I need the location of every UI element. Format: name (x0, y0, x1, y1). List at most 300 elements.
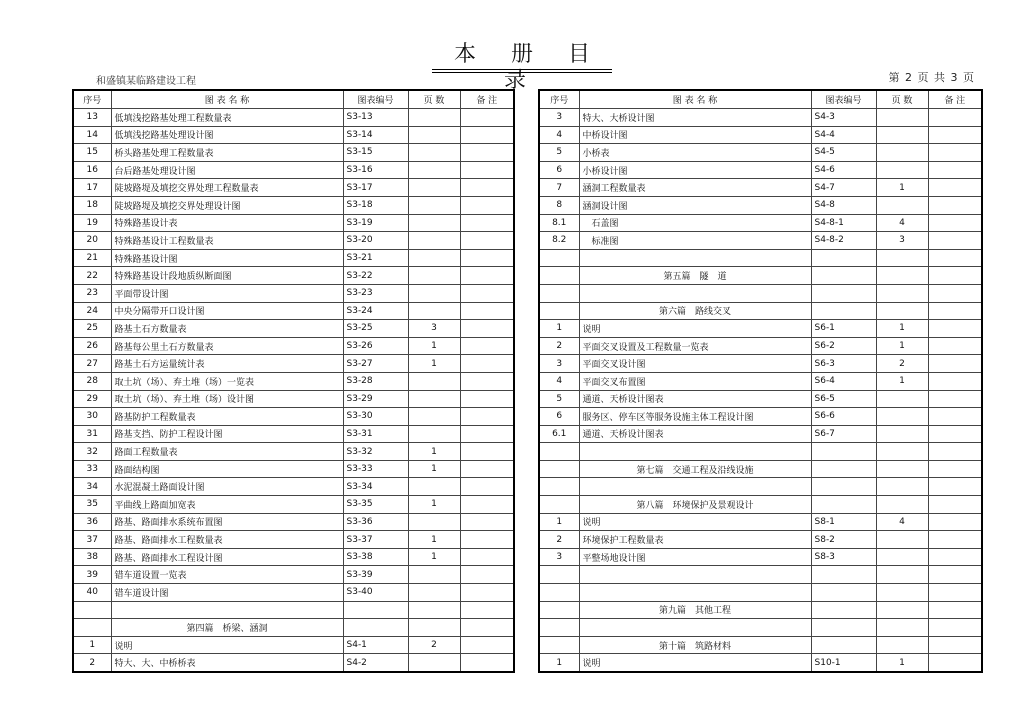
cell-code: S3-29 (343, 390, 408, 408)
cell-no: 13 (73, 109, 111, 127)
cell-note (928, 302, 982, 320)
cell-no: 2 (73, 654, 111, 672)
cell-no: 25 (73, 320, 111, 338)
cell-no: 8 (539, 196, 579, 214)
table-row (73, 584, 514, 602)
cell-no (539, 249, 579, 267)
table-row (73, 548, 514, 566)
cell-no: 5 (539, 144, 579, 162)
section-row (539, 302, 982, 320)
cell-name (579, 249, 811, 267)
cell-note (928, 161, 982, 179)
cell-note (460, 478, 514, 496)
cell-no: 17 (73, 179, 111, 197)
cell-note (928, 584, 982, 602)
cell-no: 1 (539, 513, 579, 531)
table-row (539, 408, 982, 426)
cell-name: 平曲线上路面加宽表 (111, 496, 343, 514)
cell-pages (408, 390, 460, 408)
section-title: 第七篇 交通工程及沿线设施 (579, 460, 811, 478)
cell-note (928, 337, 982, 355)
cell-note (460, 196, 514, 214)
table-row (539, 478, 982, 496)
cell-no (539, 566, 579, 584)
cell-code: S3-17 (343, 179, 408, 197)
cell-code: S4-2 (343, 654, 408, 672)
table-row (73, 267, 514, 285)
cell-pages (876, 408, 928, 426)
cell-name: 通道、天桥设计图表 (579, 425, 811, 443)
table-row (73, 460, 514, 478)
table-row (539, 337, 982, 355)
table-row (539, 249, 982, 267)
cell-code (811, 619, 876, 637)
cell-code (811, 601, 876, 619)
cell-code (811, 460, 876, 478)
cell-no: 19 (73, 214, 111, 232)
cell-note (460, 460, 514, 478)
page-number: 第 2 页 共 3 页 (888, 71, 974, 84)
table-row (73, 302, 514, 320)
cell-pages: 1 (876, 320, 928, 338)
cell-note (460, 443, 514, 461)
cell-name: 涵洞工程数量表 (579, 179, 811, 197)
cell-name: 路基土石方运量统计表 (111, 355, 343, 373)
cell-pages (876, 601, 928, 619)
project-name: 和盛镇某临路建设工程 (96, 76, 196, 87)
table-row (73, 478, 514, 496)
cell-no: 16 (73, 161, 111, 179)
cell-code: S3-16 (343, 161, 408, 179)
table-row (73, 249, 514, 267)
table-row (539, 109, 982, 127)
cell-pages (876, 109, 928, 127)
table-row (73, 126, 514, 144)
table-row (73, 372, 514, 390)
cell-pages (408, 302, 460, 320)
cell-note (928, 496, 982, 514)
cell-pages: 2 (876, 355, 928, 373)
table-row (73, 496, 514, 514)
table-row (73, 566, 514, 584)
cell-code: S3-36 (343, 513, 408, 531)
cell-pages (408, 654, 460, 672)
cell-no: 4 (539, 372, 579, 390)
cell-pages (408, 126, 460, 144)
cell-note (928, 214, 982, 232)
cell-pages: 4 (876, 513, 928, 531)
section-row (539, 636, 982, 654)
cell-no: 28 (73, 372, 111, 390)
cell-code: S4-8-2 (811, 232, 876, 250)
cell-no: 6.1 (539, 425, 579, 443)
cell-note (928, 548, 982, 566)
cell-note (928, 408, 982, 426)
cell-name: 小桥表 (579, 144, 811, 162)
cell-code: S3-20 (343, 232, 408, 250)
header-code: 图表编号 (343, 90, 408, 109)
cell-pages (876, 619, 928, 637)
cell-no: 26 (73, 337, 111, 355)
cell-name (579, 443, 811, 461)
cell-code (811, 443, 876, 461)
cell-name: 陡坡路堤及填挖交界处理设计图 (111, 196, 343, 214)
table-row (73, 355, 514, 373)
cell-pages (408, 109, 460, 127)
cell-code: S4-4 (811, 126, 876, 144)
cell-name: 路基、路面排水工程设计图 (111, 548, 343, 566)
table-row (73, 144, 514, 162)
cell-pages: 3 (876, 232, 928, 250)
section-row (539, 496, 982, 514)
cell-no (539, 443, 579, 461)
cell-code: S3-24 (343, 302, 408, 320)
cell-note (928, 460, 982, 478)
cell-code: S4-3 (811, 109, 876, 127)
table-row (73, 320, 514, 338)
cell-pages: 1 (408, 443, 460, 461)
table-row (539, 566, 982, 584)
cell-no: 38 (73, 548, 111, 566)
cell-pages (876, 478, 928, 496)
cell-note (460, 408, 514, 426)
cell-pages (408, 232, 460, 250)
cell-name: 路基每公里土石方数量表 (111, 337, 343, 355)
cell-code: S3-18 (343, 196, 408, 214)
cell-no: 15 (73, 144, 111, 162)
cell-code: S3-13 (343, 109, 408, 127)
cell-note (928, 619, 982, 637)
table-row (539, 144, 982, 162)
cell-note (928, 654, 982, 672)
cell-no: 7 (539, 179, 579, 197)
cell-pages (876, 566, 928, 584)
cell-name (579, 284, 811, 302)
table-header-row (73, 90, 514, 109)
cell-note (928, 513, 982, 531)
cell-note (460, 601, 514, 619)
table-row (73, 179, 514, 197)
cell-code: S6-4 (811, 372, 876, 390)
cell-no: 30 (73, 408, 111, 426)
section-row (539, 460, 982, 478)
cell-code (811, 249, 876, 267)
cell-name: 中央分隔带开口设计图 (111, 302, 343, 320)
cell-note (928, 232, 982, 250)
table-row (539, 284, 982, 302)
table-row (73, 284, 514, 302)
cell-note (928, 425, 982, 443)
cell-note (460, 126, 514, 144)
cell-note (460, 496, 514, 514)
cell-code (811, 267, 876, 285)
cell-code: S4-7 (811, 179, 876, 197)
table-row (73, 654, 514, 672)
cell-no: 14 (73, 126, 111, 144)
cell-code: S3-21 (343, 249, 408, 267)
cell-no (539, 478, 579, 496)
cell-note (460, 548, 514, 566)
cell-name: 中桥设计图 (579, 126, 811, 144)
cell-no (539, 302, 579, 320)
cell-name: 错车道设计图 (111, 584, 343, 602)
cell-note (928, 196, 982, 214)
cell-code: S3-27 (343, 355, 408, 373)
cell-note (928, 355, 982, 373)
cell-code (811, 636, 876, 654)
cell-code: S3-32 (343, 443, 408, 461)
cell-pages (408, 619, 460, 637)
cell-note (928, 144, 982, 162)
cell-no: 40 (73, 584, 111, 602)
table-row (73, 531, 514, 549)
cell-no: 1 (539, 654, 579, 672)
header-code: 图表编号 (811, 90, 876, 109)
cell-no: 8.2 (539, 232, 579, 250)
cell-note (460, 267, 514, 285)
cell-pages (876, 548, 928, 566)
cell-code: S3-40 (343, 584, 408, 602)
cell-note (928, 566, 982, 584)
cell-no: 5 (539, 390, 579, 408)
cell-no: 37 (73, 531, 111, 549)
cell-pages: 1 (408, 531, 460, 549)
cell-note (928, 443, 982, 461)
cell-note (460, 214, 514, 232)
cell-name: 特大、大、中桥桥表 (111, 654, 343, 672)
cell-no: 3 (539, 109, 579, 127)
cell-name: 平面交叉设置及工程数量一览表 (579, 337, 811, 355)
cell-name: 石盖图 (579, 214, 811, 232)
cell-name: 特殊路基设计段地质纵断面图 (111, 267, 343, 285)
cell-no (539, 636, 579, 654)
cell-no: 32 (73, 443, 111, 461)
cell-no (73, 601, 111, 619)
cell-pages (876, 144, 928, 162)
cell-code (343, 601, 408, 619)
header-no: 序号 (73, 90, 111, 109)
table-row (539, 654, 982, 672)
cell-note (460, 513, 514, 531)
cell-pages (876, 267, 928, 285)
cell-pages: 1 (408, 355, 460, 373)
cell-note (928, 179, 982, 197)
cell-code: S3-37 (343, 531, 408, 549)
cell-code: S8-2 (811, 531, 876, 549)
cell-name: 小桥设计图 (579, 161, 811, 179)
table-row (539, 179, 982, 197)
cell-code: S3-28 (343, 372, 408, 390)
section-row (539, 267, 982, 285)
cell-name: 平面交叉布置图 (579, 372, 811, 390)
header-name: 图 表 名 称 (579, 90, 811, 109)
cell-no: 1 (539, 320, 579, 338)
cell-code: S3-14 (343, 126, 408, 144)
cell-name: 服务区、停车区等服务设施主体工程设计图 (579, 408, 811, 426)
cell-name (579, 478, 811, 496)
cell-pages: 1 (408, 337, 460, 355)
cell-note (460, 355, 514, 373)
cell-no: 29 (73, 390, 111, 408)
cell-pages: 1 (408, 460, 460, 478)
cell-note (460, 531, 514, 549)
cell-note (928, 284, 982, 302)
cell-note (460, 144, 514, 162)
cell-note (460, 425, 514, 443)
cell-no: 6 (539, 161, 579, 179)
cell-no: 39 (73, 566, 111, 584)
table-header-row (539, 90, 982, 109)
cell-name: 取土坑（场）、弃土堆（场）一览表 (111, 372, 343, 390)
cell-code: S6-1 (811, 320, 876, 338)
table-row (73, 601, 514, 619)
cell-code: S4-1 (343, 636, 408, 654)
cell-pages (408, 214, 460, 232)
cell-no: 34 (73, 478, 111, 496)
cell-pages (408, 408, 460, 426)
cell-name: 说明 (111, 636, 343, 654)
section-row (539, 601, 982, 619)
section-title: 第四篇 桥梁、涵洞 (111, 619, 343, 637)
cell-no: 27 (73, 355, 111, 373)
cell-note (460, 372, 514, 390)
title-underline (432, 69, 612, 70)
cell-code: S3-25 (343, 320, 408, 338)
cell-note (928, 636, 982, 654)
cell-name: 陡坡路堤及填挖交界处理工程数量表 (111, 179, 343, 197)
cell-note (460, 179, 514, 197)
cell-no: 20 (73, 232, 111, 250)
cell-pages (408, 478, 460, 496)
cell-name: 通道、天桥设计图表 (579, 390, 811, 408)
cell-pages (876, 531, 928, 549)
cell-no: 33 (73, 460, 111, 478)
cell-no: 22 (73, 267, 111, 285)
cell-no: 1 (73, 636, 111, 654)
cell-code (811, 496, 876, 514)
table-row (539, 126, 982, 144)
section-title: 第五篇 隧 道 (579, 267, 811, 285)
title-underline-second (432, 72, 612, 73)
cell-no (539, 460, 579, 478)
header-no: 序号 (539, 90, 579, 109)
table-row (73, 425, 514, 443)
table-row (539, 355, 982, 373)
cell-pages: 2 (408, 636, 460, 654)
table-row (73, 214, 514, 232)
table-row (73, 513, 514, 531)
cell-code: S3-31 (343, 425, 408, 443)
cell-code (811, 584, 876, 602)
cell-note (928, 126, 982, 144)
cell-name: 特大、大桥设计图 (579, 109, 811, 127)
cell-no: 2 (539, 531, 579, 549)
cell-no (539, 619, 579, 637)
table-row (539, 584, 982, 602)
table-row (539, 196, 982, 214)
cell-name: 说明 (579, 513, 811, 531)
cell-note (460, 337, 514, 355)
table-row (539, 619, 982, 637)
cell-no: 31 (73, 425, 111, 443)
cell-note (928, 601, 982, 619)
cell-code: S3-22 (343, 267, 408, 285)
cell-code: S10-1 (811, 654, 876, 672)
cell-no: 35 (73, 496, 111, 514)
cell-name: 路基、路面排水系统布置图 (111, 513, 343, 531)
table-row (539, 320, 982, 338)
section-row (73, 619, 514, 637)
cell-name: 路基土石方数量表 (111, 320, 343, 338)
cell-pages (876, 390, 928, 408)
section-title: 第十篇 筑路材料 (579, 636, 811, 654)
cell-pages (876, 496, 928, 514)
cell-pages: 1 (876, 179, 928, 197)
cell-note (460, 654, 514, 672)
cell-pages (876, 126, 928, 144)
cell-name: 桥头路基处理工程数量表 (111, 144, 343, 162)
cell-name: 路面工程数量表 (111, 443, 343, 461)
cell-name (111, 601, 343, 619)
cell-no (539, 496, 579, 514)
table-row (539, 443, 982, 461)
cell-no: 6 (539, 408, 579, 426)
cell-pages (408, 267, 460, 285)
cell-no (539, 584, 579, 602)
cell-code: S3-30 (343, 408, 408, 426)
cell-code: S4-8-1 (811, 214, 876, 232)
cell-note (928, 267, 982, 285)
document-title: 本 册 目 录 (454, 42, 604, 93)
cell-pages (876, 425, 928, 443)
cell-name: 路基防护工程数量表 (111, 408, 343, 426)
cell-pages (876, 284, 928, 302)
cell-no (539, 284, 579, 302)
cell-code (811, 478, 876, 496)
header-note: 备 注 (460, 90, 514, 109)
cell-no: 18 (73, 196, 111, 214)
cell-note (460, 302, 514, 320)
table-row (539, 232, 982, 250)
contents-table-left (72, 89, 515, 673)
cell-code (811, 284, 876, 302)
cell-name: 路面结构图 (111, 460, 343, 478)
cell-note (460, 619, 514, 637)
cell-pages (876, 161, 928, 179)
cell-note (460, 109, 514, 127)
cell-pages: 1 (876, 372, 928, 390)
cell-code: S6-2 (811, 337, 876, 355)
cell-code: S3-35 (343, 496, 408, 514)
cell-note (928, 109, 982, 127)
table-row (73, 390, 514, 408)
table-row (73, 196, 514, 214)
cell-no: 24 (73, 302, 111, 320)
cell-pages (876, 196, 928, 214)
cell-pages (408, 513, 460, 531)
cell-no: 4 (539, 126, 579, 144)
section-title: 第六篇 路线交叉 (579, 302, 811, 320)
cell-name: 路基支挡、防护工程设计图 (111, 425, 343, 443)
table-row (73, 161, 514, 179)
cell-name (579, 566, 811, 584)
cell-no: 36 (73, 513, 111, 531)
cell-pages (408, 566, 460, 584)
cell-name: 台后路基处理设计图 (111, 161, 343, 179)
cell-name: 平面带设计图 (111, 284, 343, 302)
table-row (539, 390, 982, 408)
cell-note (460, 584, 514, 602)
